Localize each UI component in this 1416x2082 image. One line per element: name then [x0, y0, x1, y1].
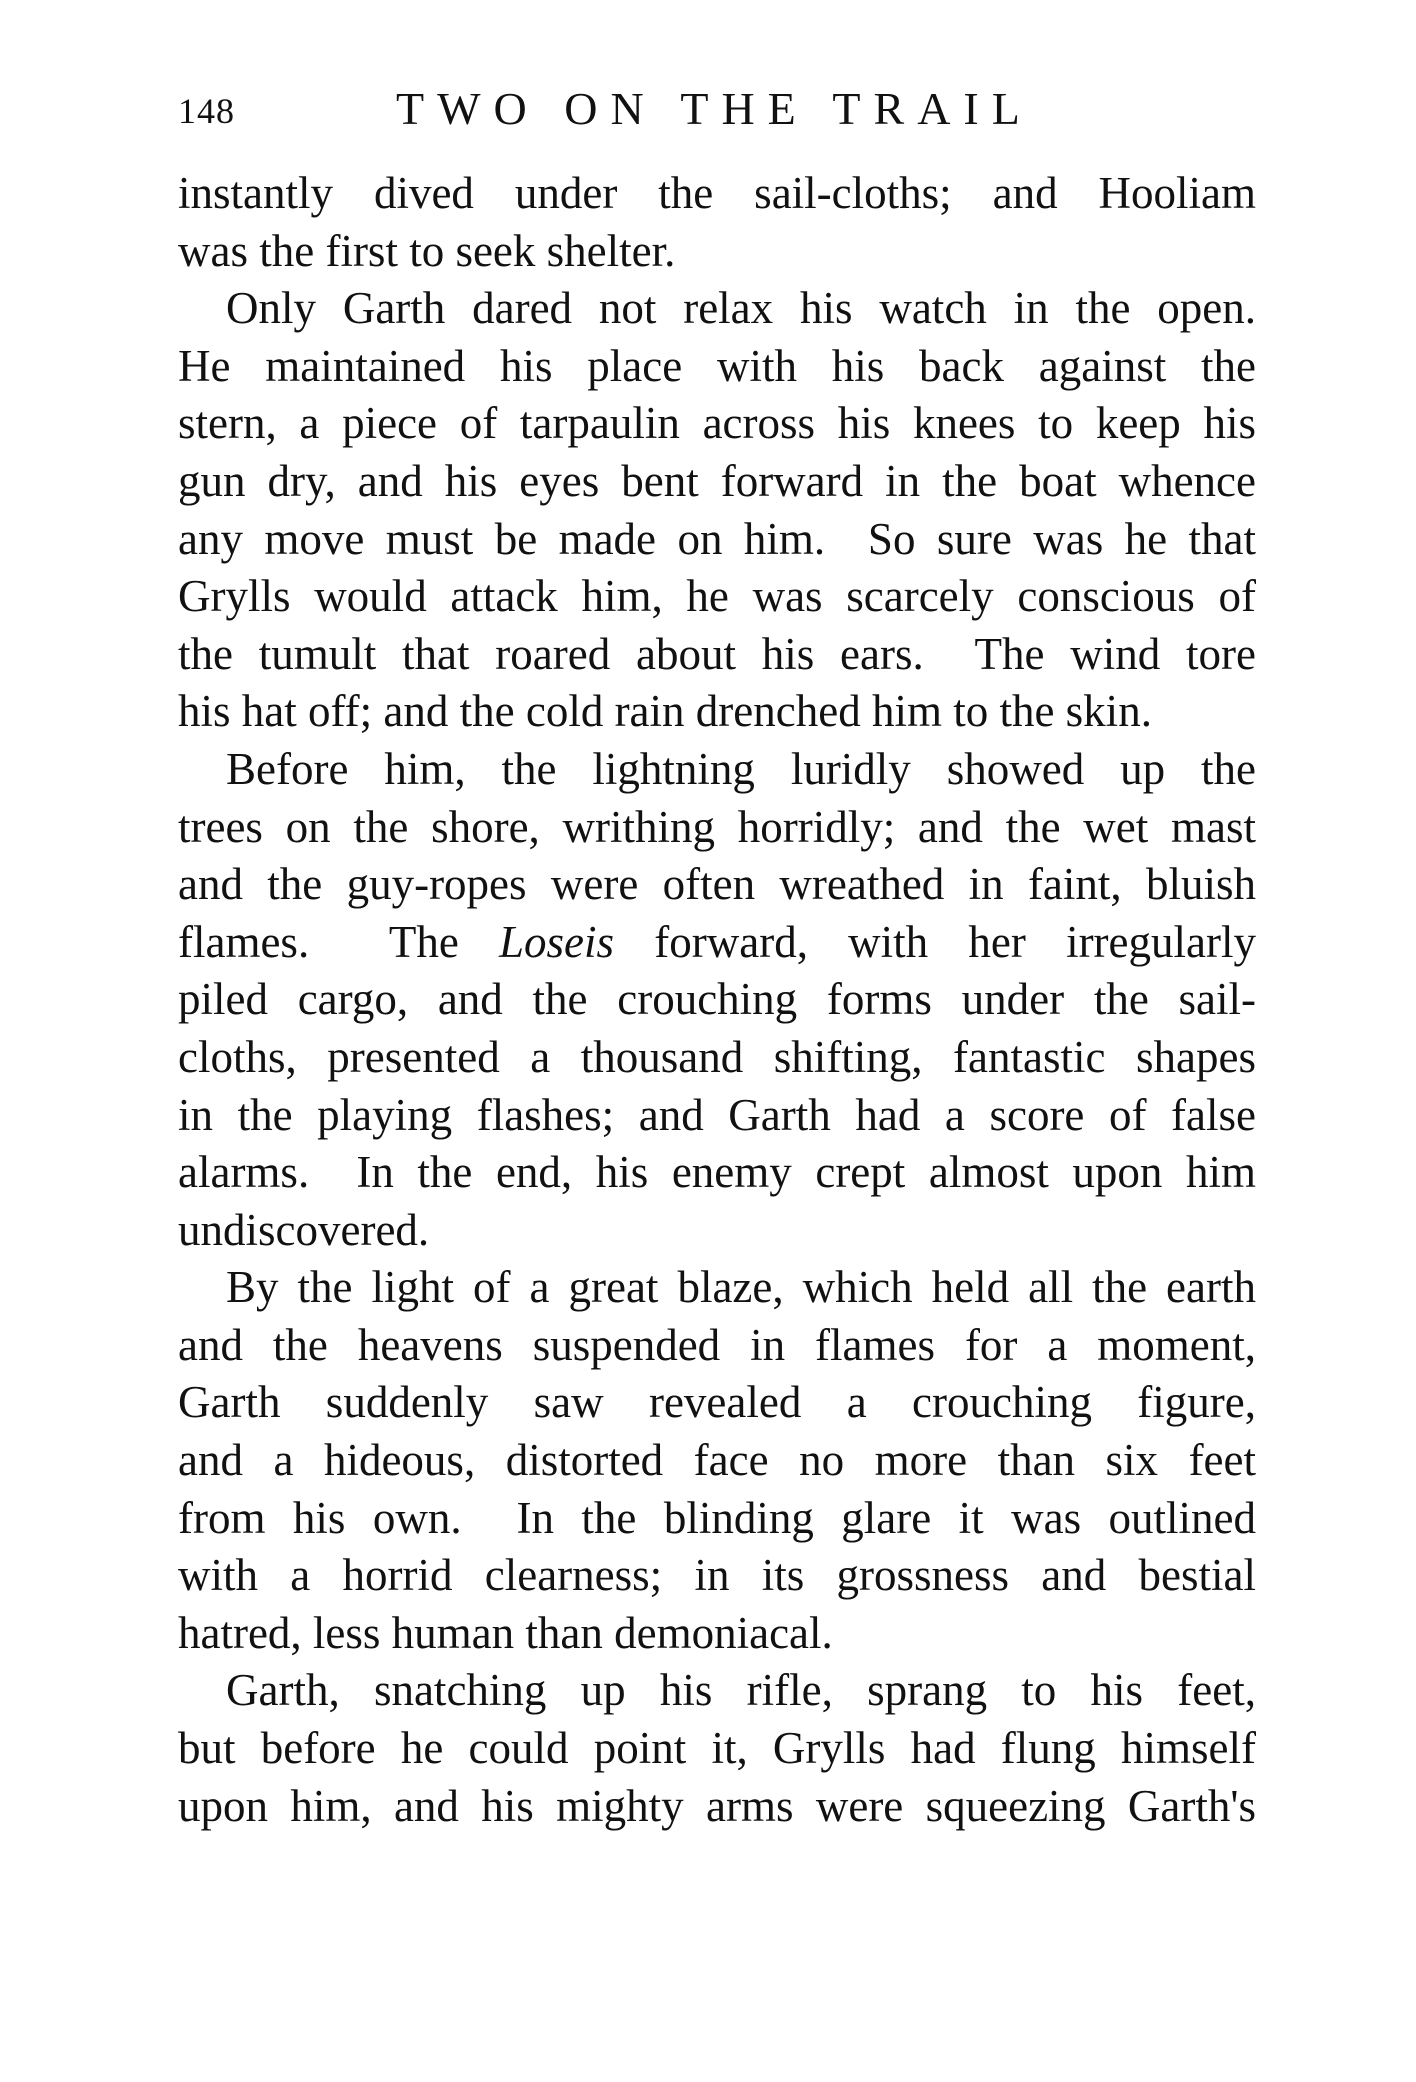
text-line: He maintained his place with his back against the — [178, 340, 1256, 391]
text-line: alarms. In the end, his enemy crept almost upon him — [178, 1147, 1256, 1198]
running-head — [178, 82, 1258, 142]
text-line: his hat off; and the cold rain drenched him to the skin. — [178, 686, 1152, 737]
text-line: piled cargo, and the crouching forms under the sail- — [178, 974, 1256, 1025]
text-line: Garth, snatching up his rifle, sprang to his feet, — [226, 1665, 1256, 1716]
text-line: was the first to seek shelter. — [178, 225, 676, 276]
running-title: TWO ON THE TRAIL — [396, 83, 1033, 134]
text-line: upon him, and his mighty arms were squeezing Garth's — [178, 1780, 1256, 1831]
text-line: from his own. In the blinding glare it was outlined — [178, 1492, 1256, 1543]
text-line: with a horrid clearness; in its grossness and bestial — [178, 1550, 1256, 1601]
text-line: and the guy-ropes were often wreathed in faint, bluish — [178, 859, 1256, 910]
text-segment: flames. The — [178, 916, 500, 967]
text-line: the tumult that roared about his ears. The wind tore — [178, 628, 1256, 679]
page-number: 148 — [178, 91, 235, 131]
text-line — [178, 914, 1256, 972]
text-line: cloths, presented a thousand shifting, fantastic shapes — [178, 1031, 1256, 1082]
body-text — [178, 165, 1256, 1995]
text-line: instantly dived under the sail-cloths; and Hooliam — [178, 168, 1256, 218]
text-line: stern, a piece of tarpaulin across his knees to keep his — [178, 398, 1256, 449]
text-line: and the heavens suspended in flames for a moment, — [178, 1319, 1256, 1370]
text-line: Grylls would attack him, he was scarcely conscious of — [178, 571, 1256, 622]
text-line: in the playing flashes; and Garth had a score of false — [178, 1089, 1256, 1140]
text-line: trees on the shore, writhing horridly; and the wet mast — [178, 801, 1256, 852]
text-line: Only Garth dared not relax his watch in the open. — [226, 283, 1256, 334]
text-line: Before him, the lightning luridly showed up the — [226, 743, 1256, 794]
text-line: hatred, less human than demoniacal. — [178, 1607, 833, 1658]
text-line: and a hideous, distorted face no more than six feet — [178, 1435, 1256, 1486]
text-line: but before he could point it, Grylls had flung himself — [178, 1723, 1256, 1774]
text-segment: forward, with her irregularly — [614, 916, 1256, 967]
text-line: Garth suddenly saw revealed a crouching figure, — [178, 1377, 1256, 1428]
text-line: By the light of a great blaze, which held all the earth — [226, 1262, 1256, 1313]
text-line: undiscovered. — [178, 1204, 430, 1255]
text-line: any move must be made on him. So sure was he that — [178, 513, 1256, 564]
text-line: gun dry, and his eyes bent forward in the boat whence — [178, 455, 1256, 506]
italic-ship-name: Loseis — [499, 916, 615, 967]
